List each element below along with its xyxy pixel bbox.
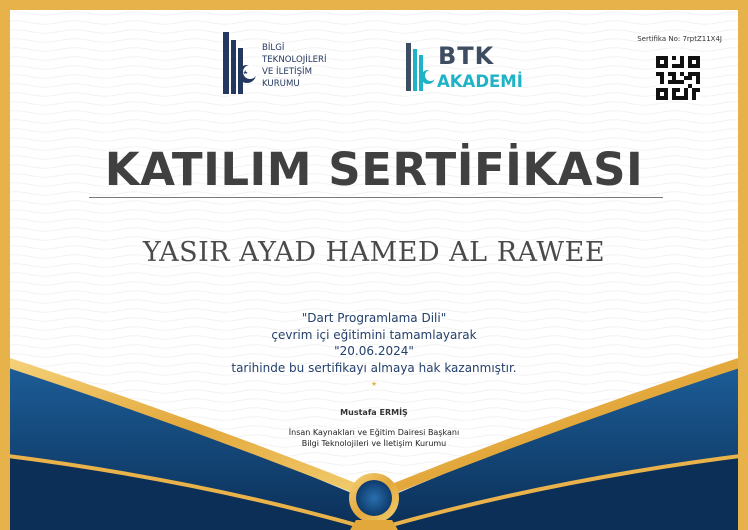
certificate-title: KATILIM SERTİFİKASI: [104, 143, 644, 196]
institution-name: [262, 42, 327, 90]
signer-role: [0, 427, 748, 449]
body-line-4: tarihinde bu sertifikayı almaya hak kazanmıştır.: [231, 360, 517, 375]
btk-word: BTK: [438, 42, 495, 70]
qr-code-icon: [656, 56, 700, 100]
institution-line-1: BİLGİ: [262, 43, 285, 53]
signer-role-line-1: İnsan Kaynakları ve Eğitim Dairesi Başkanı: [288, 428, 460, 437]
institution-line-3: VE İLETİŞİM: [262, 67, 312, 77]
btk-akademi-logo-icon: [406, 43, 436, 91]
certificate-body: [0, 310, 748, 376]
akademi-word: AKADEMİ: [437, 72, 523, 91]
institution-line-4: KURUMU: [262, 79, 300, 89]
recipient-name: YASIR AYAD HAMED AL RAWEE: [142, 237, 606, 268]
completion-date: "20.06.2024": [334, 344, 414, 358]
institution-line-2: TEKNOLOJİLERİ: [262, 55, 327, 65]
course-name: "Dart Programlama Dili": [301, 311, 447, 325]
certificate-number: Sertifika No: 7rptZ11X4J: [637, 35, 722, 43]
signer-role-line-2: Bilgi Teknolojileri ve İletişim Kurumu: [301, 439, 447, 448]
signer-name: Mustafa ERMİŞ: [340, 408, 408, 417]
title-divider: [89, 197, 663, 198]
star-icon: ★: [370, 380, 378, 388]
body-line-2: çevrim içi eğitimini tamamlayarak: [271, 327, 477, 342]
btk-institution-logo-icon: [221, 32, 257, 94]
